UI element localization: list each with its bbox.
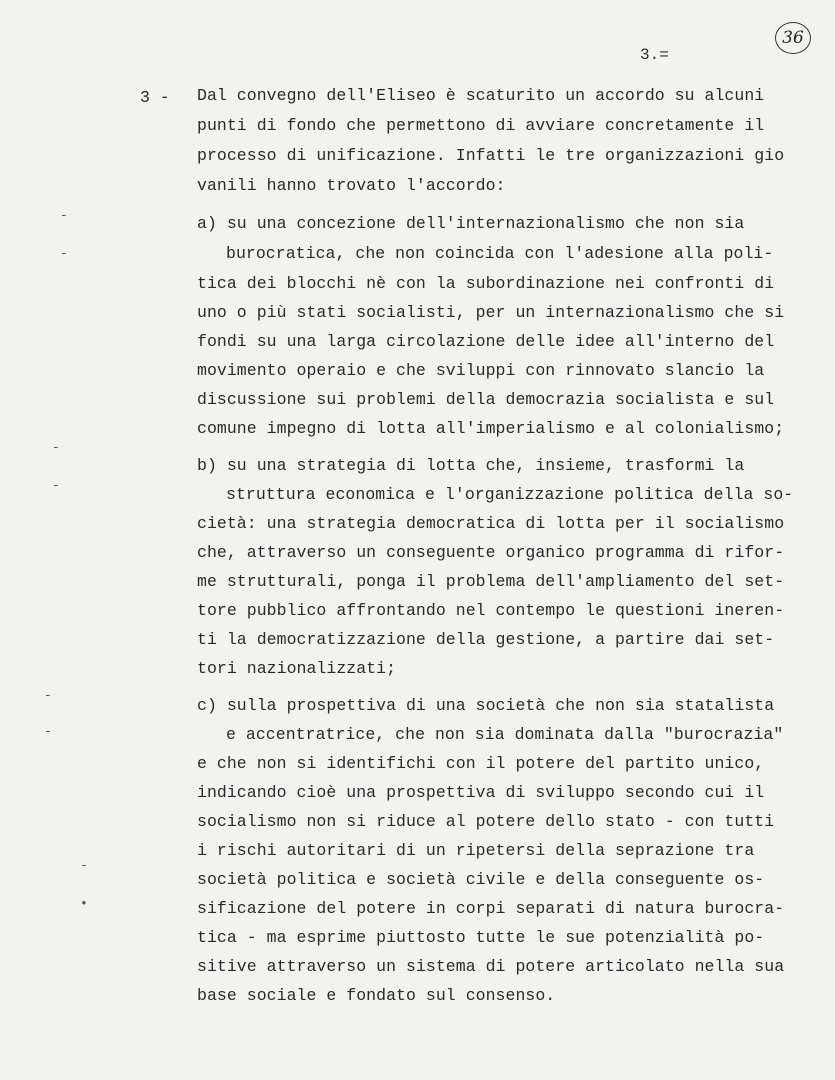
item-c-line: indicando cioè una prospettiva di sviluppo secondo cui il xyxy=(197,783,765,802)
margin-mark: - xyxy=(80,858,88,873)
item-c-line: socialismo non si riduce al potere dello stato - con tutti xyxy=(197,812,775,831)
margin-mark: - xyxy=(52,478,60,493)
item-b-line: b) su una strategia di lotta che, insieme, trasformi la xyxy=(197,456,745,475)
item-b-line: tori nazionalizzati; xyxy=(197,659,397,678)
item-c-line: sificazione del potere in corpi separati di natura burocra- xyxy=(197,899,785,918)
item-b-line: ti la democratizzazione della gestione, a partire dai set- xyxy=(197,630,775,649)
item-c-line: e accentratrice, che non sia dominata dalla "burocrazia" xyxy=(226,725,784,744)
page-stamp: 36 xyxy=(775,22,811,54)
margin-mark: - xyxy=(60,246,68,261)
item-a-line: tica dei blocchi nè con la subordinazione nei confronti di xyxy=(197,274,775,293)
margin-mark: - xyxy=(60,208,68,223)
item-a-line: a) su una concezione dell'internazionalismo che non sia xyxy=(197,214,745,233)
item-b-line: struttura economica e l'organizzazione politica della so- xyxy=(226,485,794,504)
section-number: 3 - xyxy=(140,88,170,107)
intro-line: punti di fondo che permettono di avviare concretamente il xyxy=(197,116,765,135)
item-c-line: sitive attraverso un sistema di potere articolato nella sua xyxy=(197,957,785,976)
item-a-line: burocratica, che non coincida con l'adesione alla poli- xyxy=(226,244,774,263)
item-c-line: c) sulla prospettiva di una società che non sia statalista xyxy=(197,696,775,715)
item-a-line: movimento operaio e che sviluppi con rinnovato slancio la xyxy=(197,361,765,380)
item-c-line: società politica e società civile e della conseguente os- xyxy=(197,870,765,889)
intro-line: Dal convegno dell'Eliseo è scaturito un accordo su alcuni xyxy=(197,86,765,105)
page-number: 3.= xyxy=(640,46,669,64)
item-c-line: tica - ma esprime piuttosto tutte le sue potenzialità po- xyxy=(197,928,765,947)
intro-line: processo di unificazione. Infatti le tre organizzazioni gio xyxy=(197,146,785,165)
margin-mark: - xyxy=(44,724,52,739)
item-a-line: uno o più stati socialisti, per un internazionalismo che si xyxy=(197,303,785,322)
item-c-line: base sociale e fondato sul consenso. xyxy=(197,986,556,1005)
item-b-line: tore pubblico affrontando nel contempo le questioni ineren- xyxy=(197,601,785,620)
intro-line: vanili hanno trovato l'accordo: xyxy=(197,176,506,195)
margin-mark: • xyxy=(80,896,88,911)
item-a-line: discussione sui problemi della democrazia socialista e sul xyxy=(197,390,775,409)
item-a-line: comune impegno di lotta all'imperialismo e al colonialismo; xyxy=(197,419,785,438)
item-b-line: me strutturali, ponga il problema dell'ampliamento del set- xyxy=(197,572,785,591)
margin-mark: - xyxy=(52,440,60,455)
item-a-line: fondi su una larga circolazione delle idee all'interno del xyxy=(197,332,775,351)
item-b-line: che, attraverso un conseguente organico programma di rifor- xyxy=(197,543,785,562)
item-c-line: i rischi autoritari di un ripetersi della seprazione tra xyxy=(197,841,755,860)
item-c-line: e che non si identifichi con il potere del partito unico, xyxy=(197,754,765,773)
item-b-line: cietà: una strategia democratica di lotta per il socialismo xyxy=(197,514,785,533)
margin-mark: - xyxy=(44,688,52,703)
